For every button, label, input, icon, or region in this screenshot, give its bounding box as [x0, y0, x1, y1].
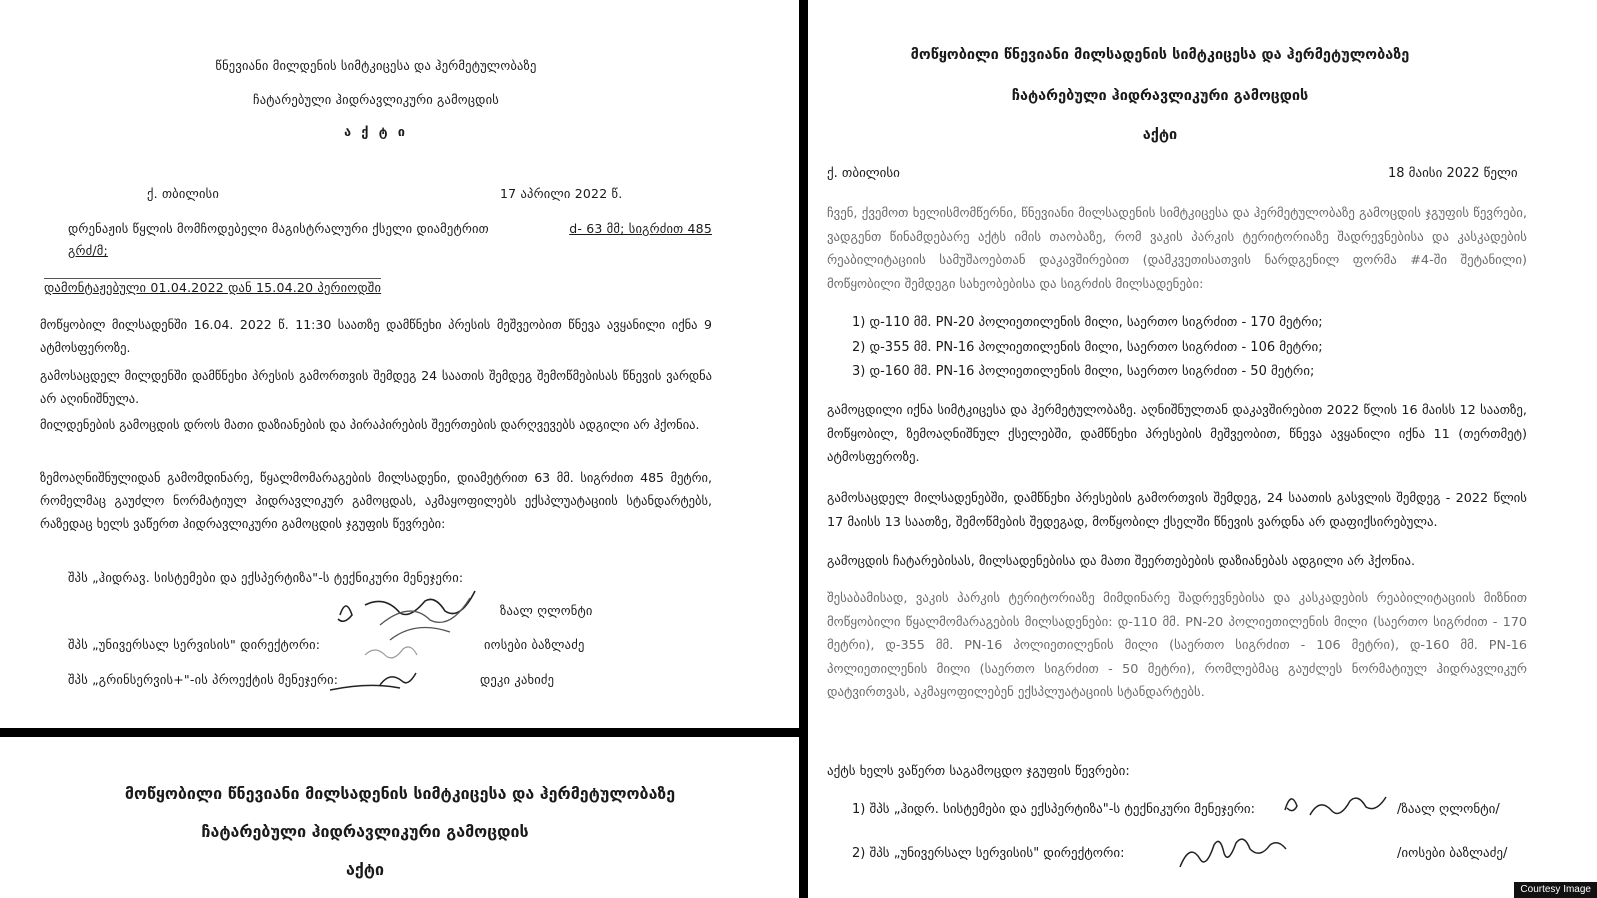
page3-title-line3: აქტი — [345, 860, 385, 879]
page1-mounted-text: დამონტაჟებული 01.04.2022 დან 15.04.20 პერიოდში — [44, 280, 382, 295]
page-separator-horizontal — [0, 728, 808, 737]
page1-title-line3: ა ქ ტ ი — [344, 124, 408, 139]
page1-signatures-icon — [320, 585, 500, 705]
page2-signature-1-icon — [1280, 785, 1395, 830]
page2-signer2-role: 2) შპს „უნივერსალ სერვისის" დირექტორი: — [852, 846, 1125, 861]
page1-intro-c: გრძ/მ; — [68, 243, 108, 258]
page1-title-line1: წნევიანი მილდენის სიმტკიცესა და ჰერმეტულობაზე — [215, 58, 537, 73]
page2-title-line2: ჩატარებული ჰიდრავლიკური გამოცდის — [1011, 88, 1309, 104]
page2-date: 18 მაისი 2022 წელი — [1388, 166, 1518, 181]
page2-paragraph-1: გამოცდილი იქნა სიმტკიცესა და ჰერმეტულობაზე. აღნიშნულთან დაკავშირებით 2022 წლის 16 მაისს 12 საათზე, მოწყობილ, ზემოაღნიშნულ ქსელებში, დამწნეხი პრესების მეშვეობით, წნევა ავყანილი იქნა 11 (თერთმეტ) ატმოსფეროზე. — [827, 403, 1527, 465]
page1-intro-a: დრენაჟის წყლის მომჩოდებელი მაგისტრალური ქსელი დიამეტრით — [68, 221, 489, 236]
image-credit-badge: Courtesy Image — [1514, 882, 1597, 898]
page2-signers-intro: აქტს ხელს ვაწერთ საგამოცდო ჯგუფის წევრები: — [827, 764, 1130, 779]
page1-paragraph-2: გამოსაცდელ მილდენში დამწნეხი პრესის გამორთვის შემდეგ 24 საათის შემდეგ შემოწმებისას წნევის ვარდნა არ აღინიშნულა. — [40, 368, 712, 406]
page2-pipe-item-3: 3) დ-160 მმ. PN-16 პოლიეთილენის მილი, საერთო სიგრძით - 50 მეტრი; — [852, 364, 1315, 379]
page2-signature-2-icon — [1175, 832, 1305, 877]
page1-city: ქ. თბილისი — [147, 186, 220, 201]
page2-title-line3: აქტი — [1142, 127, 1178, 143]
page1-signer3-name: დეკი კახიძე — [480, 672, 555, 687]
page3-title-line2: ჩატარებული ჰიდრავლიკური გამოცდის — [201, 822, 529, 841]
page1-title-line2: ჩატარებული ჰიდრავლიკური გამოცდის — [252, 92, 499, 107]
page1-signer2-name: იოსები ბაზლაძე — [484, 637, 585, 652]
page2-signer1-role: 1) შპს „ჰიდრ. სისტემები და ექსპერტიზა"-ს ტექნიკური მენეჯერი: — [852, 802, 1256, 817]
page2-city: ქ. თბილისი — [827, 166, 900, 181]
page2-paragraph-4: შესაბამისად, ვაკის პარკის ტერიტორიაზე მიმდინარე შადრევნებისა და კასკადების რეაბილიტაციის მიზნით მოწყობილი წყალმომარაგების მილსადენები: დ-110 მმ. PN-20 პოლიეთილენის მილი (საერთო სიგრძით - 170 მეტრი), დ-355 მმ. PN-16 პოლიეთილენის მილი (საერთო სიგრძით - 106 მეტრი), დ-160 მმ. PN-16 პოლიეთილენის მილი (საერთო სიგრძით - 50 მეტრი), რომლებმაც გაუძლეს ნორმატიულ ჰიდრავლიკურ დატვირთვას, აკმაყოფილებენ ექსპლუატაციის სტანდარტებს. — [827, 591, 1527, 700]
page2-signer2-name: /იოსები ბაზლაძე/ — [1397, 846, 1508, 861]
page1-date: 17 აპრილი 2022 წ. — [500, 186, 623, 201]
page-separator-vertical — [799, 0, 808, 898]
page1-mounted-period — [44, 278, 381, 295]
page1-signer1-role: შპს „ჰიდრავ. სისტემები და ექსპერტიზა"-ს ტექნიკური მენეჯერი: — [68, 570, 464, 585]
page3-title-line1: მოწყობილი წნევიანი მილსადენის სიმტკიცესა და ჰერმეტულობაზე — [124, 784, 676, 803]
page1-paragraph-4: ზემოაღნიშნულიდან გამომდინარე, წყალმომარაგების მილსადენი, დიამეტრით 63 მმ. სიგრძით 485 მეტრი, რომელმაც გაუძლო ნორმატიულ ჰიდრავლიკურ გამოცდას, აკმაყოფილებს ექსპლუატაციის სტანდარტებს, რაზედაც ხელს ვაწერთ ჰიდრავლიკური გამოცდის ჯგუფის წევრები: — [40, 470, 712, 531]
page2-pipe-item-2: 2) დ-355 მმ. PN-16 პოლიეთილენის მილი, საერთო სიგრძით - 106 მეტრი; — [852, 340, 1323, 355]
page2-intro-paragraph: ჩვენ, ქვემოთ ხელისმომწერნი, წნევიანი მილსადენის სიმტკიცესა და ჰერმეტულობაზე გამოცდის ჯგუფის წევრები, ვადგენთ წინამდებარე აქტს იმის თაობაზე, რომ ვაკის პარკის ტერიტორიაზე შადრევნებისა და კასკადების რეაბილიტაციის სამუშაოებთან დაკავშირებით (დამკვეთისათვის ნარდგენილ ფორმა #4-ში შეტანილი) მოწყობილი შემდეგი სახეობებისა და სიგრძის მილსადენები: — [827, 206, 1527, 292]
page1-signer3-role: შპს „გრინსერვის+"-ის პროექტის მენეჯერი: — [68, 672, 339, 687]
page2-paragraph-3: გამოცდის ჩატარებისას, მილსადენებისა და მათი შეერთებების დაზიანებას ადგილი არ ჰქონია. — [827, 554, 1416, 569]
page1-signer2-role: შპს „უნივერსალ სერვისის" დირექტორი: — [68, 637, 321, 652]
page2-pipe-item-1: 1) დ-110 მმ. PN-20 პოლიეთილენის მილი, საერთო სიგრძით - 170 მეტრი; — [852, 315, 1323, 330]
page1-paragraph-1: მოწყობილ მილსადენში 16.04. 2022 წ. 11:30 საათზე დამწნეხი პრესის მეშვეობით წნევა ავყანილი იქნა 9 ატმოსფეროზე. — [40, 317, 712, 355]
page1-signer1-name: ზაალ ღლონტი — [500, 603, 593, 618]
page2-signer1-name: /ზაალ ღლონტი/ — [1397, 802, 1500, 817]
page2-paragraph-2: გამოსაცდელ მილსადენებში, დამწნეხი პრესების გამორთვის შემდეგ, 24 საათის გასვლის შემდეგ - 2022 წლის 17 მაისს 13 საათზე, შემოწმების შედეგად, მოწყობილ ქსელში წნევის ვარდნა არ დაფიქსირებულა. — [827, 491, 1527, 530]
page1-intro-b: d- 63 მმ; სიგრძით 485 — [569, 221, 712, 236]
page2-title-line1: მოწყობილი წნევიანი მილსადენის სიმტკიცესა და ჰერმეტულობაზე — [910, 47, 1410, 63]
page1-paragraph-3: მილდენების გამოცდის დროს მათი დაზიანების და პირაპირების შეერთების დარღვევებს ადგილი არ ჰქონია. — [40, 417, 700, 432]
